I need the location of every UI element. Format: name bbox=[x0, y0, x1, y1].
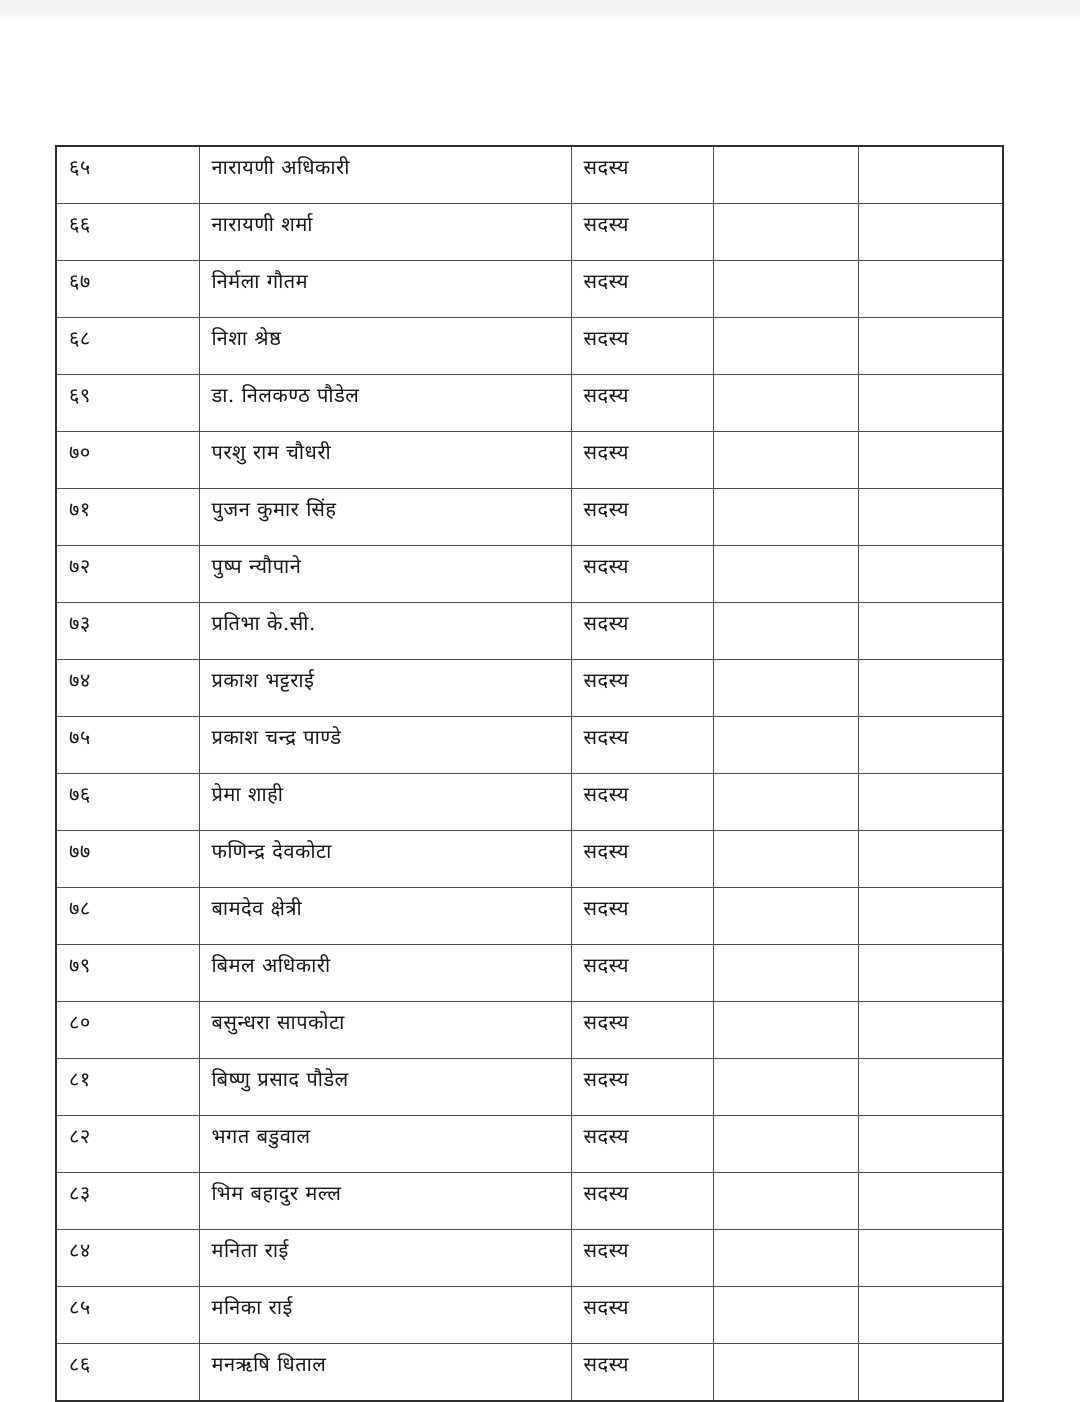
table-row bbox=[56, 1230, 1003, 1287]
empty-cell-1 bbox=[713, 318, 858, 375]
table-row bbox=[56, 831, 1003, 888]
member-name-cell: फणिन्द्र देवकोटा bbox=[199, 831, 571, 888]
member-name-cell: मनिका राई bbox=[199, 1287, 571, 1344]
table-row bbox=[56, 1002, 1003, 1059]
member-name-cell: प्रतिभा के.सी. bbox=[199, 603, 571, 660]
empty-cell-1 bbox=[713, 375, 858, 432]
serial-number-cell: ६५ bbox=[56, 146, 199, 204]
role-cell: सदस्य bbox=[571, 945, 713, 1002]
serial-number-cell: ८५ bbox=[56, 1287, 199, 1344]
table-row bbox=[56, 1287, 1003, 1344]
role-cell: सदस्य bbox=[571, 432, 713, 489]
role-cell: सदस्य bbox=[571, 1287, 713, 1344]
member-name-cell: प्रेमा शाही bbox=[199, 774, 571, 831]
role-cell: सदस्य bbox=[571, 1116, 713, 1173]
table-row bbox=[56, 1173, 1003, 1230]
role-cell: सदस्य bbox=[571, 660, 713, 717]
role-cell: सदस्य bbox=[571, 1059, 713, 1116]
empty-cell-1 bbox=[713, 774, 858, 831]
role-cell: सदस्य bbox=[571, 375, 713, 432]
member-name-cell: भिम बहादुर मल्ल bbox=[199, 1173, 571, 1230]
serial-number-cell: ७४ bbox=[56, 660, 199, 717]
empty-cell-2 bbox=[858, 261, 1003, 318]
serial-number-cell: ८२ bbox=[56, 1116, 199, 1173]
role-cell: सदस्य bbox=[571, 318, 713, 375]
role-cell: सदस्य bbox=[571, 489, 713, 546]
empty-cell-2 bbox=[858, 204, 1003, 261]
serial-number-cell: ७१ bbox=[56, 489, 199, 546]
empty-cell-1 bbox=[713, 1116, 858, 1173]
table-row bbox=[56, 261, 1003, 318]
serial-number-cell: ७६ bbox=[56, 774, 199, 831]
member-name-cell: प्रकाश भट्टराई bbox=[199, 660, 571, 717]
empty-cell-2 bbox=[858, 1002, 1003, 1059]
serial-number-cell: ७३ bbox=[56, 603, 199, 660]
role-cell: सदस्य bbox=[571, 1344, 713, 1402]
empty-cell-2 bbox=[858, 945, 1003, 1002]
table-row bbox=[56, 146, 1003, 204]
role-cell: सदस्य bbox=[571, 774, 713, 831]
serial-number-cell: ७८ bbox=[56, 888, 199, 945]
role-cell: सदस्य bbox=[571, 888, 713, 945]
role-cell: सदस्य bbox=[571, 204, 713, 261]
member-name-cell: डा. निलकण्ठ पौडेल bbox=[199, 375, 571, 432]
empty-cell-1 bbox=[713, 204, 858, 261]
empty-cell-2 bbox=[858, 603, 1003, 660]
serial-number-cell: ६८ bbox=[56, 318, 199, 375]
empty-cell-1 bbox=[713, 717, 858, 774]
empty-cell-2 bbox=[858, 146, 1003, 204]
role-cell: सदस्य bbox=[571, 831, 713, 888]
empty-cell-2 bbox=[858, 1116, 1003, 1173]
empty-cell-1 bbox=[713, 888, 858, 945]
page-top-shade bbox=[0, 0, 1080, 22]
empty-cell-2 bbox=[858, 831, 1003, 888]
serial-number-cell: ८६ bbox=[56, 1344, 199, 1402]
role-cell: सदस्य bbox=[571, 261, 713, 318]
role-cell: सदस्य bbox=[571, 603, 713, 660]
serial-number-cell: ७२ bbox=[56, 546, 199, 603]
table-row bbox=[56, 603, 1003, 660]
empty-cell-2 bbox=[858, 489, 1003, 546]
empty-cell-2 bbox=[858, 432, 1003, 489]
member-name-cell: निर्मला गौतम bbox=[199, 261, 571, 318]
empty-cell-2 bbox=[858, 888, 1003, 945]
member-name-cell: मनिता राई bbox=[199, 1230, 571, 1287]
member-name-cell: परशु राम चौधरी bbox=[199, 432, 571, 489]
member-name-cell: नारायणी शर्मा bbox=[199, 204, 571, 261]
table-row bbox=[56, 1059, 1003, 1116]
empty-cell-1 bbox=[713, 1059, 858, 1116]
table-row bbox=[56, 204, 1003, 261]
serial-number-cell: ८४ bbox=[56, 1230, 199, 1287]
empty-cell-2 bbox=[858, 375, 1003, 432]
table-row bbox=[56, 546, 1003, 603]
member-name-cell: नारायणी अधिकारी bbox=[199, 146, 571, 204]
table-row bbox=[56, 888, 1003, 945]
role-cell: सदस्य bbox=[571, 546, 713, 603]
table-row bbox=[56, 660, 1003, 717]
serial-number-cell: ७० bbox=[56, 432, 199, 489]
role-cell: सदस्य bbox=[571, 717, 713, 774]
empty-cell-2 bbox=[858, 1287, 1003, 1344]
serial-number-cell: ७९ bbox=[56, 945, 199, 1002]
empty-cell-1 bbox=[713, 146, 858, 204]
member-name-cell: बसुन्धरा सापकोटा bbox=[199, 1002, 571, 1059]
member-name-cell: निशा श्रेष्ठ bbox=[199, 318, 571, 375]
serial-number-cell: ८३ bbox=[56, 1173, 199, 1230]
empty-cell-1 bbox=[713, 1344, 858, 1402]
member-list-table-container bbox=[55, 145, 1004, 1402]
empty-cell-2 bbox=[858, 1344, 1003, 1402]
empty-cell-2 bbox=[858, 1059, 1003, 1116]
member-name-cell: बामदेव क्षेत्री bbox=[199, 888, 571, 945]
member-name-cell: पुष्प न्यौपाने bbox=[199, 546, 571, 603]
empty-cell-2 bbox=[858, 546, 1003, 603]
table-row bbox=[56, 1344, 1003, 1402]
empty-cell-1 bbox=[713, 603, 858, 660]
empty-cell-1 bbox=[713, 1230, 858, 1287]
role-cell: सदस्य bbox=[571, 1230, 713, 1287]
member-name-cell: प्रकाश चन्द्र पाण्डे bbox=[199, 717, 571, 774]
serial-number-cell: ६७ bbox=[56, 261, 199, 318]
member-name-cell: पुजन कुमार सिंह bbox=[199, 489, 571, 546]
empty-cell-1 bbox=[713, 432, 858, 489]
table-row bbox=[56, 489, 1003, 546]
empty-cell-1 bbox=[713, 1002, 858, 1059]
empty-cell-1 bbox=[713, 831, 858, 888]
members-table bbox=[55, 145, 1004, 1402]
serial-number-cell: ८० bbox=[56, 1002, 199, 1059]
table-row bbox=[56, 432, 1003, 489]
member-name-cell: भगत बडुवाल bbox=[199, 1116, 571, 1173]
empty-cell-2 bbox=[858, 774, 1003, 831]
table-row bbox=[56, 375, 1003, 432]
empty-cell-2 bbox=[858, 717, 1003, 774]
empty-cell-1 bbox=[713, 489, 858, 546]
empty-cell-2 bbox=[858, 660, 1003, 717]
empty-cell-1 bbox=[713, 546, 858, 603]
empty-cell-1 bbox=[713, 1287, 858, 1344]
empty-cell-1 bbox=[713, 945, 858, 1002]
table-row bbox=[56, 1116, 1003, 1173]
serial-number-cell: ६६ bbox=[56, 204, 199, 261]
empty-cell-1 bbox=[713, 1173, 858, 1230]
serial-number-cell: ६९ bbox=[56, 375, 199, 432]
role-cell: सदस्य bbox=[571, 146, 713, 204]
member-name-cell: बिष्णु प्रसाद पौडेल bbox=[199, 1059, 571, 1116]
role-cell: सदस्य bbox=[571, 1173, 713, 1230]
empty-cell-2 bbox=[858, 1173, 1003, 1230]
empty-cell-2 bbox=[858, 318, 1003, 375]
table-row bbox=[56, 318, 1003, 375]
member-name-cell: बिमल अधिकारी bbox=[199, 945, 571, 1002]
member-name-cell: मनऋषि धिताल bbox=[199, 1344, 571, 1402]
table-row bbox=[56, 945, 1003, 1002]
role-cell: सदस्य bbox=[571, 1002, 713, 1059]
empty-cell-1 bbox=[713, 261, 858, 318]
serial-number-cell: ८१ bbox=[56, 1059, 199, 1116]
table-row bbox=[56, 717, 1003, 774]
empty-cell-2 bbox=[858, 1230, 1003, 1287]
serial-number-cell: ७७ bbox=[56, 831, 199, 888]
serial-number-cell: ७५ bbox=[56, 717, 199, 774]
empty-cell-1 bbox=[713, 660, 858, 717]
members-table-body bbox=[56, 146, 1003, 1401]
table-row bbox=[56, 774, 1003, 831]
